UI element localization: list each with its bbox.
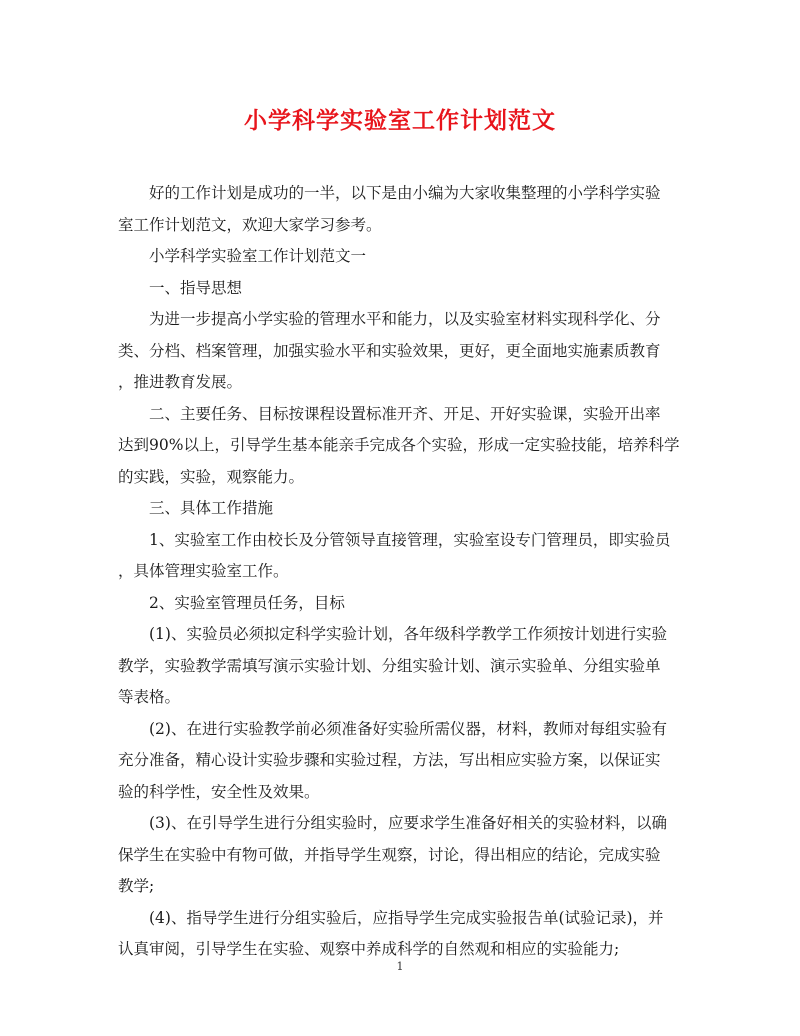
paragraph-line: (1)、实验员必须拟定科学实验计划，各年级科学教学工作须按计划进行实验 bbox=[149, 625, 667, 643]
paragraph bbox=[118, 304, 684, 399]
paragraph-line: 室工作计划范文，欢迎大家学习参考。 bbox=[118, 215, 382, 234]
paragraph-line: 二、主要任务、目标按课程设置标准开齐、开足、开好实验课，实验开出率 bbox=[149, 404, 661, 423]
paragraph-line: ，推进教育发展。 bbox=[118, 373, 243, 391]
paragraph-line: 小学科学实验室工作计划范文一 bbox=[149, 247, 367, 265]
paragraph bbox=[118, 903, 684, 966]
paragraph-line: 1、实验室工作由校长及分管领导直接管理，实验室设专门管理员，即实验员 bbox=[149, 530, 671, 549]
paragraph-line: 验的科学性，安全性及效果。 bbox=[118, 782, 320, 801]
paragraph-line: ，具体管理实验室工作。 bbox=[118, 562, 289, 580]
paragraph bbox=[118, 619, 684, 714]
paragraph bbox=[118, 273, 684, 305]
paragraph-line: 三、具体工作措施 bbox=[149, 499, 274, 517]
paragraph bbox=[118, 714, 684, 809]
paragraph-line: 认真审阅，引导学生在实验、观察中养成科学的自然观和相应的实验能力; bbox=[118, 940, 620, 958]
paragraph-line: 教学; bbox=[118, 877, 155, 895]
paragraph-line: (2)、在进行实验教学前必须准备好实验所需仪器，材料，教师对每组实验有 bbox=[149, 719, 667, 738]
paragraph bbox=[118, 241, 684, 273]
paragraph-line: 保学生在实验中有物可做，并指导学生观察，讨论，得出相应的结论，完成实验 bbox=[118, 845, 661, 864]
paragraph bbox=[118, 525, 684, 588]
paragraph-line: 为进一步提高小学实验的管理水平和能力，以及实验室材料实现科学化、分 bbox=[149, 310, 661, 328]
paragraph bbox=[118, 588, 684, 620]
paragraph-line: 的实践，实验，观察能力。 bbox=[118, 467, 305, 486]
paragraph-line: 充分准备，精心设计实验步骤和实验过程，方法，写出相应实验方案，以保证实 bbox=[118, 751, 661, 769]
paragraph-line: 类、分档、档案管理，加强实验水平和实验效果，更好，更全面地实施素质教育 bbox=[118, 341, 661, 360]
document-body bbox=[118, 178, 684, 966]
paragraph-line: 等表格。 bbox=[118, 688, 181, 706]
page-number: 1 bbox=[396, 960, 404, 973]
paragraph bbox=[118, 178, 684, 241]
paragraph-line: 教学，实验教学需填写演示实验计划、分组实验计划、演示实验单、分组实验单 bbox=[118, 656, 661, 675]
paragraph-line: 好的工作计划是成功的一半，以下是由小编为大家收集整理的小学科学实验 bbox=[149, 184, 661, 202]
paragraph-line: (4)、指导学生进行分组实验后，应指导学生完成实验报告单(试验记录)，并 bbox=[149, 908, 664, 927]
paragraph bbox=[118, 808, 684, 903]
paragraph-line: 一、指导思想 bbox=[149, 278, 243, 297]
paragraph-line: 达到90%以上，引导学生基本能亲手完成各个实验，形成一定实验技能，培养科学 bbox=[118, 436, 680, 454]
document-title: 小学科学实验室工作计划范文 bbox=[244, 107, 556, 134]
paragraph-line: 2、实验室管理员任务，目标 bbox=[149, 593, 345, 612]
paragraph bbox=[118, 399, 684, 494]
paragraph bbox=[118, 493, 684, 525]
paragraph-line: (3)、在引导学生进行分组实验时，应要求学生准备好相关的实验材料，以确 bbox=[149, 814, 667, 832]
